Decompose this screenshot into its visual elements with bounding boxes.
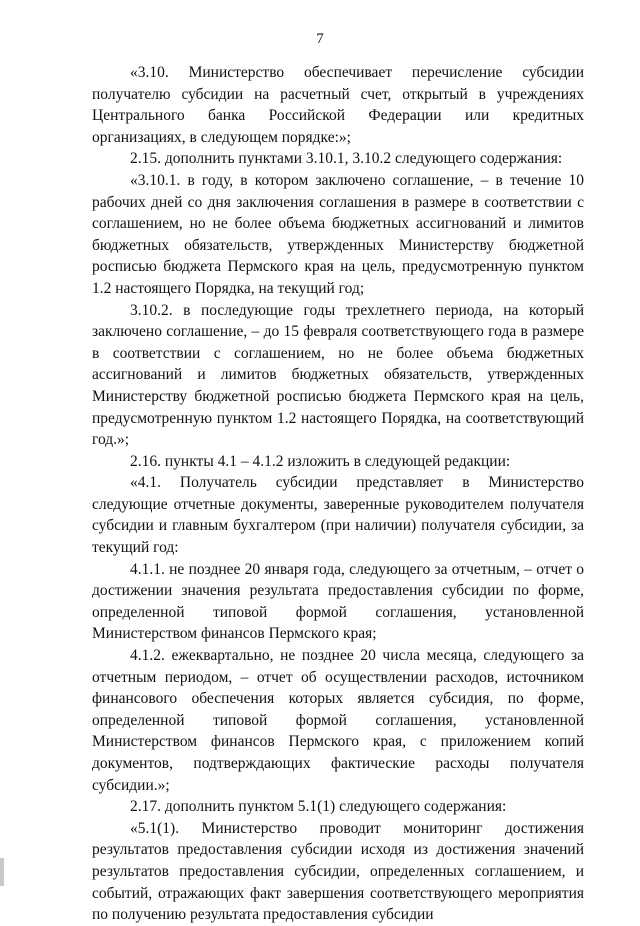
paragraph-3-10-1: «3.10.1. в году, в котором заключено соглашение, – в течение 10 рабочих дней со дня заключения соглашения в размере в соответствии с соглашением, но не более объема бюджетных ассигнований и лимитов бюджетных обязательств, утвержденных Министерству бюджетной росписью бюджета Пермского края на цель, предусмотренную пунктом 1.2 настоящего Порядка, на текущий год; — [92, 171, 584, 297]
paragraph-3-10: «3.10. Министерство обеспечивает перечисление субсидии получателю субсидии на расчетный счет, открытый в учреждениях Центрального банка Российской Федерации или кредитных организациях, в следующем порядке:»; — [92, 64, 584, 146]
paragraph-3-10-2: 3.10.2. в последующие годы трехлетнего периода, на который заключено соглашение, – до 15 февраля соответствующего года в размере в соответствии с соглашением, но не более объема бюджетных ассигнований и лимитов бюджетных обязательств, утвержденных Министерству бюджетной росписью бюджета Пермского края на цель, предусмотренную пунктом 1.2 настоящего Порядка, на соответствующий год.»; — [92, 301, 584, 449]
paragraph-4-1: «4.1. Получатель субсидии представляет в Министерство следующие отчетные документы, заверенные руководителем получателя субсидии и главным бухгалтером (при наличии) получателя субсидии, за текущий год: — [92, 474, 584, 557]
page-number: 7 — [316, 31, 324, 47]
paragraph-2-15: 2.15. дополнить пунктами 3.10.1, 3.10.2 следующего содержания: — [130, 150, 563, 168]
paragraph-2-17: 2.17. дополнить пунктом 5.1(1) следующего содержания: — [130, 798, 507, 816]
paragraph-5-1-1: «5.1(1). Министерство проводит мониторинг достижения результатов предоставления субсидии исходя из достижения значений результатов предоставления субсидии, определенных соглашением, и событий, отражающих факт завершения соответствующего мероприятия по получению результата предоставления субсидии — [92, 819, 584, 924]
paragraph-4-1-1: 4.1.1. не позднее 20 января года, следующего за отчетным, – отчет о достижении значения результата предоставления субсидии по форме, определенной типовой формой соглашения, установленной Министерством финансов Пермского края; — [92, 560, 584, 643]
paragraph-2-16: 2.16. пункты 4.1 – 4.1.2 изложить в следующей редакции: — [130, 452, 511, 470]
paragraph-4-1-2: 4.1.2. ежеквартально, не позднее 20 числа месяца, следующего за отчетным периодом, – отчет об осуществлении расходов, источником финансового обеспечения которых является субсидия, по форме, определенной типовой формой соглашения, установленной Министерством финансов Пермского края, с приложением копий документов, подтверждающих фактические расходы получателя субсидии.»; — [92, 647, 584, 794]
scan-edge-mark — [0, 858, 4, 886]
document-body — [92, 62, 584, 926]
